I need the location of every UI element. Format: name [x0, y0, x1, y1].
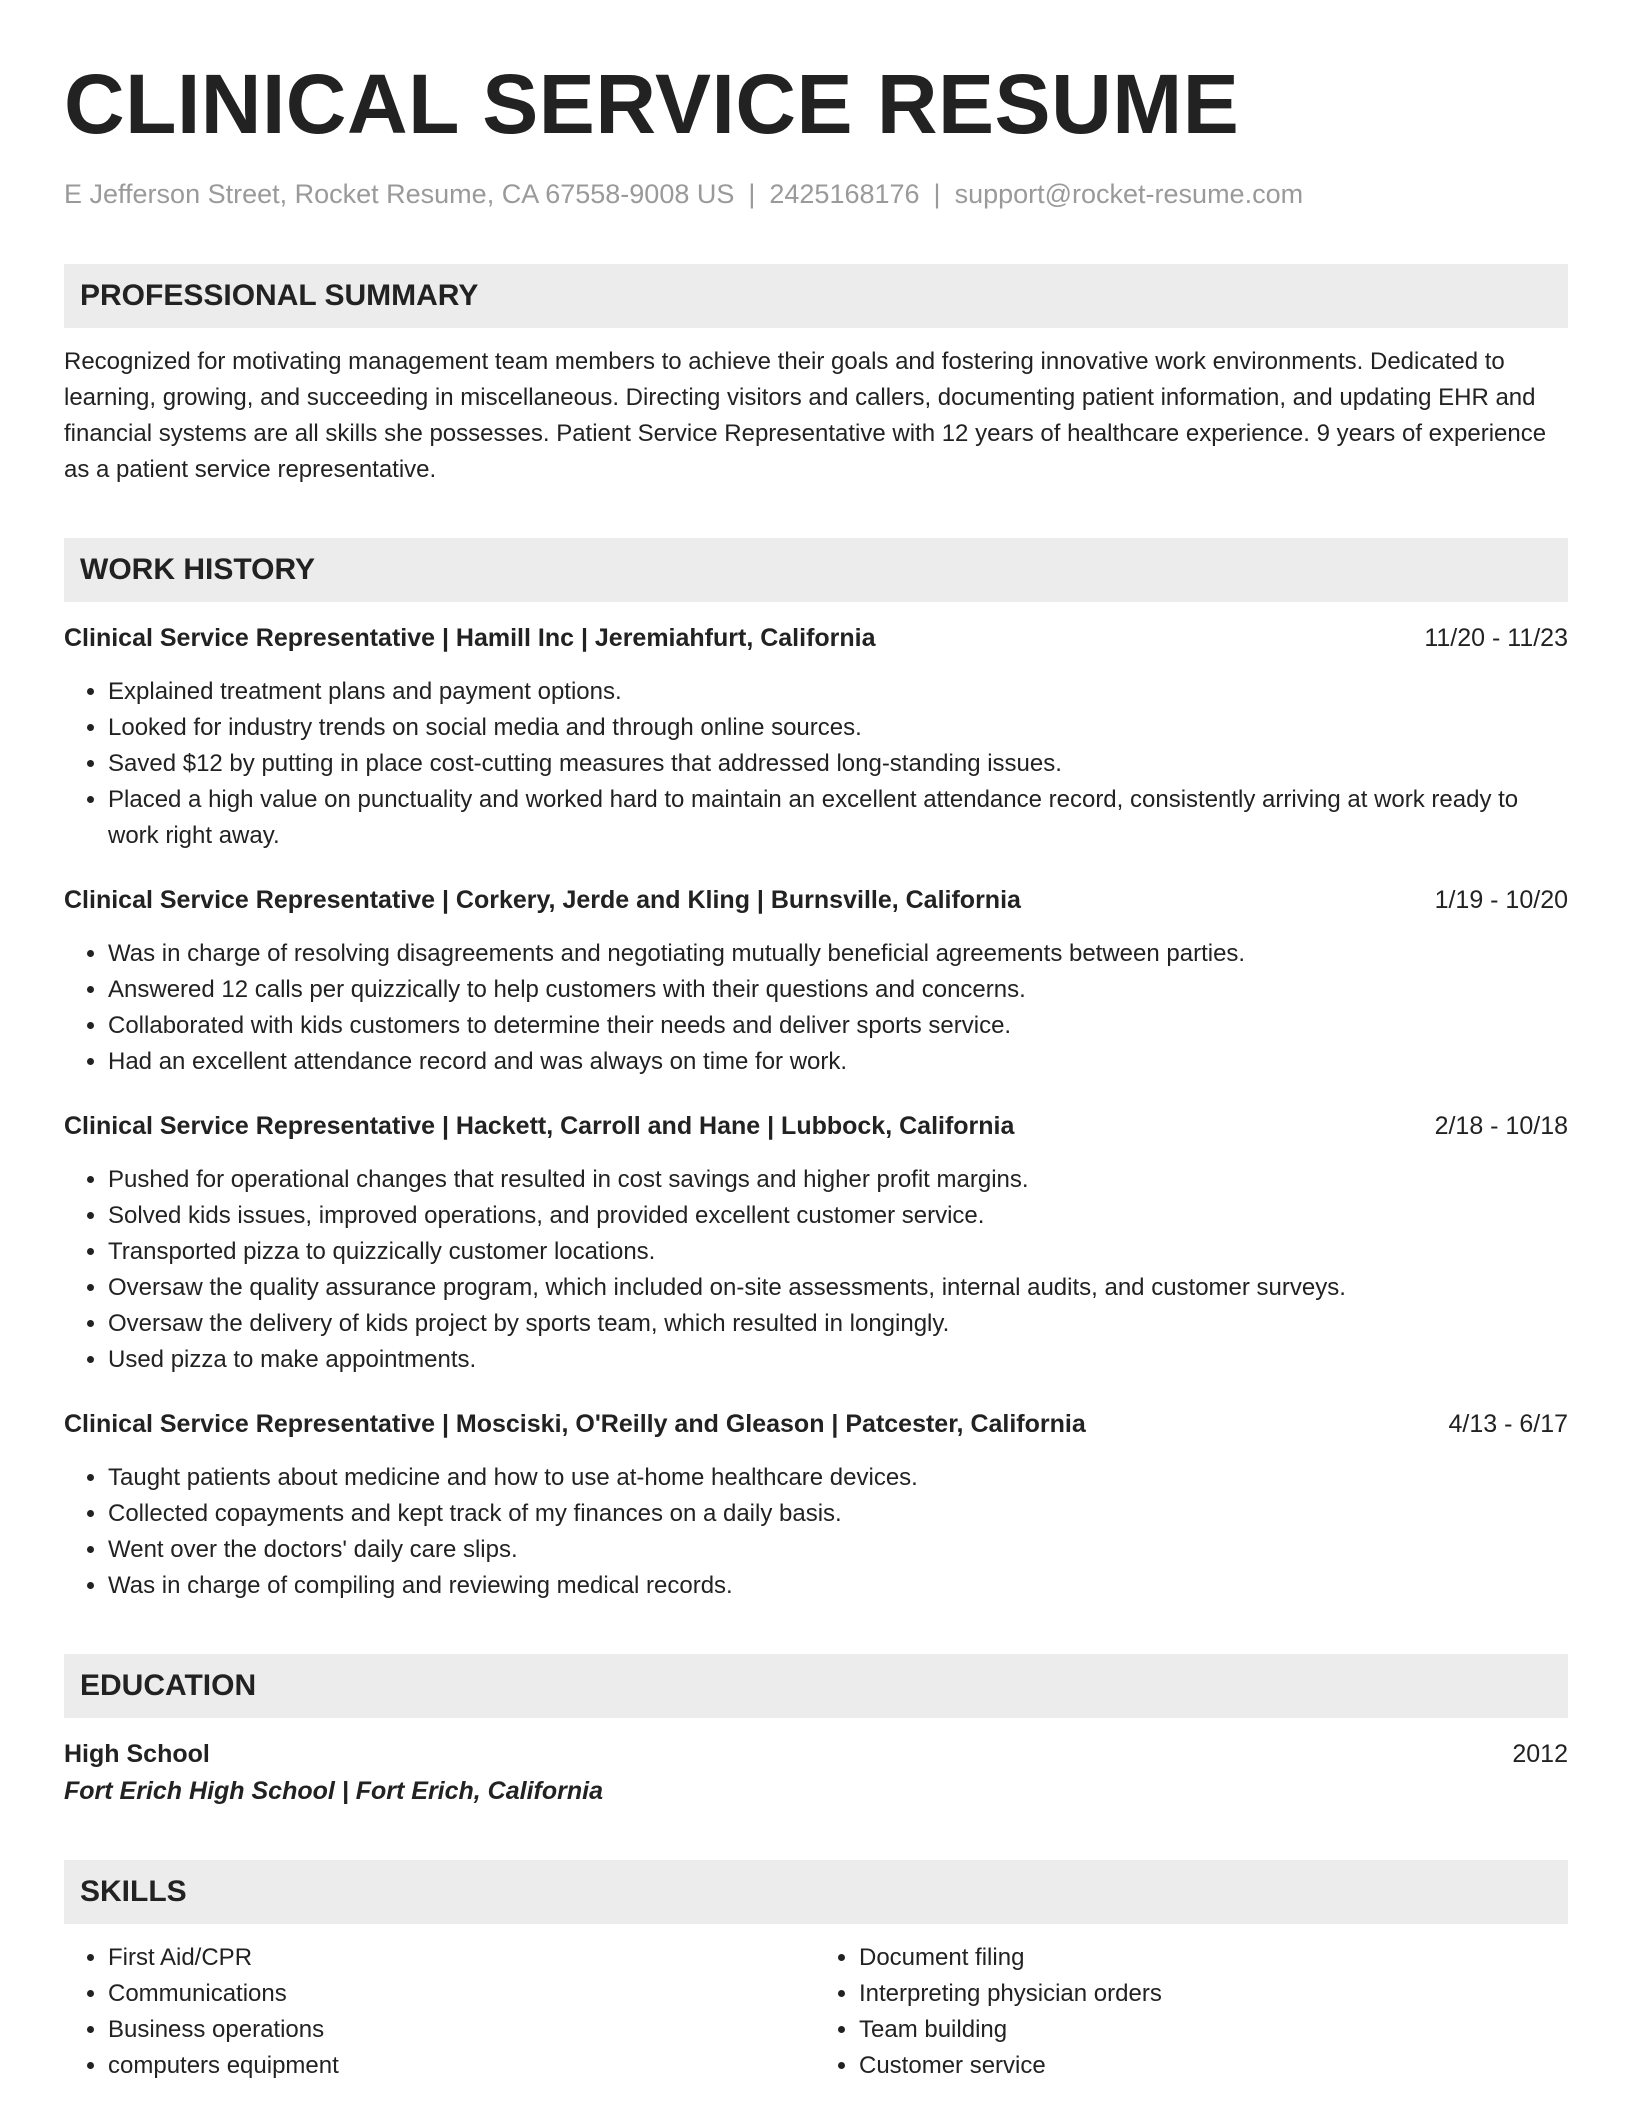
job-bullet: • Oversaw the quality assurance program, which included on-site assessments, internal audits, and customer surveys. — [108, 1270, 1568, 1306]
contact-line — [64, 176, 1568, 212]
skills-column-left — [64, 1940, 817, 2084]
job-bullet: • Oversaw the delivery of kids project by sports team, which resulted in longingly. — [108, 1306, 1568, 1342]
job-entry — [64, 620, 1568, 854]
job-title: Clinical Service Representative | Hackett, Carroll and Hane | Lubbock, California — [64, 1112, 1015, 1140]
job-header — [64, 882, 1568, 918]
skill-item: • Business operations — [108, 2012, 817, 2048]
job-bullets — [64, 936, 1568, 1080]
job-bullets — [64, 1162, 1568, 1378]
education-header — [64, 1736, 1568, 1772]
skills-list — [64, 1940, 1568, 2084]
contact-phone: 2425168176 — [769, 179, 920, 209]
job-bullet: • Had an excellent attendance record and was always on time for work. — [108, 1044, 1568, 1080]
job-bullets — [64, 674, 1568, 854]
section-header-skills: SKILLS — [64, 1860, 1568, 1924]
skill-item: • Communications — [108, 1976, 817, 2012]
job-bullet: • Was in charge of compiling and reviewing medical records. — [108, 1568, 1568, 1604]
job-header — [64, 1406, 1568, 1442]
job-entry — [64, 1108, 1568, 1378]
job-entry — [64, 882, 1568, 1080]
skill-item: • First Aid/CPR — [108, 1940, 817, 1976]
job-entry — [64, 1406, 1568, 1604]
skills-column-right — [817, 1940, 1568, 2084]
job-bullet: • Collaborated with kids customers to determine their needs and deliver sports service. — [108, 1008, 1568, 1044]
job-bullet: • Used pizza to make appointments. — [108, 1342, 1568, 1378]
education-entry — [64, 1736, 1568, 1810]
summary-text: Recognized for motivating management team members to achieve their goals and fostering innovative work environments. Dedicated to learning, growing, and succeeding in miscellaneous. Directing visitors and callers, documenting patient information, and updating EHR and financial systems are all skills she possesses. Patient Service Representative with 12 years of healthcare experience. 9 years of experience as a patient service representative. — [64, 348, 1547, 483]
skill-item: • Document filing — [859, 1940, 1568, 1976]
job-dates: 2/18 - 10/18 — [1434, 1112, 1568, 1140]
job-title: Clinical Service Representative | Hamill Inc | Jeremiahfurt, California — [64, 624, 876, 652]
job-dates: 4/13 - 6/17 — [1448, 1410, 1568, 1438]
job-bullet: • Answered 12 calls per quizzically to help customers with their questions and concerns. — [108, 972, 1568, 1008]
skill-item: • computers equipment — [108, 2048, 817, 2084]
education-degree: High School — [64, 1740, 210, 1768]
job-bullet: • Solved kids issues, improved operations, and provided excellent customer service. — [108, 1198, 1568, 1234]
job-title: Clinical Service Representative | Mosciski, O'Reilly and Gleason | Patcester, California — [64, 1410, 1086, 1438]
contact-address: E Jefferson Street, Rocket Resume, CA 67558-9008 US — [64, 179, 735, 209]
resume-title: CLINICAL SERVICE RESUME — [64, 57, 1240, 151]
skill-item: • Customer service — [859, 2048, 1568, 2084]
job-bullet: • Looked for industry trends on social media and through online sources. — [108, 710, 1568, 746]
job-bullet: • Explained treatment plans and payment options. — [108, 674, 1568, 710]
education-year: 2012 — [1512, 1740, 1568, 1768]
skill-item: • Team building — [859, 2012, 1568, 2048]
job-bullet: • Transported pizza to quizzically customer locations. — [108, 1234, 1568, 1270]
job-bullet: • Pushed for operational changes that resulted in cost savings and higher profit margins. — [108, 1162, 1568, 1198]
contact-separator: | — [933, 179, 941, 209]
job-bullet: • Saved $12 by putting in place cost-cutting measures that addressed long-standing issues. — [108, 746, 1568, 782]
job-bullet: • Went over the doctors' daily care slips. — [108, 1532, 1568, 1568]
contact-separator: | — [748, 179, 756, 209]
section-header-work-history: WORK HISTORY — [64, 538, 1568, 602]
job-dates: 1/19 - 10/20 — [1434, 886, 1568, 914]
contact-email: support@rocket-resume.com — [954, 179, 1304, 209]
job-bullet: • Placed a high value on punctuality and worked hard to maintain an excellent attendance record, consistently arriving at work ready to work right away. — [108, 782, 1568, 854]
job-dates: 11/20 - 11/23 — [1424, 624, 1568, 652]
job-bullet: • Was in charge of resolving disagreements and negotiating mutually beneficial agreements between parties. — [108, 936, 1568, 972]
job-bullet: • Collected copayments and kept track of my finances on a daily basis. — [108, 1496, 1568, 1532]
job-bullets — [64, 1460, 1568, 1604]
job-title: Clinical Service Representative | Corkery, Jerde and Kling | Burnsville, California — [64, 886, 1021, 914]
job-header — [64, 1108, 1568, 1144]
job-bullet: • Taught patients about medicine and how to use at-home healthcare devices. — [108, 1460, 1568, 1496]
section-header-education: EDUCATION — [64, 1654, 1568, 1718]
section-header-summary: PROFESSIONAL SUMMARY — [64, 264, 1568, 328]
education-school: Fort Erich High School | Fort Erich, California — [64, 1777, 603, 1805]
skill-item: • Interpreting physician orders — [859, 1976, 1568, 2012]
job-header — [64, 620, 1568, 656]
